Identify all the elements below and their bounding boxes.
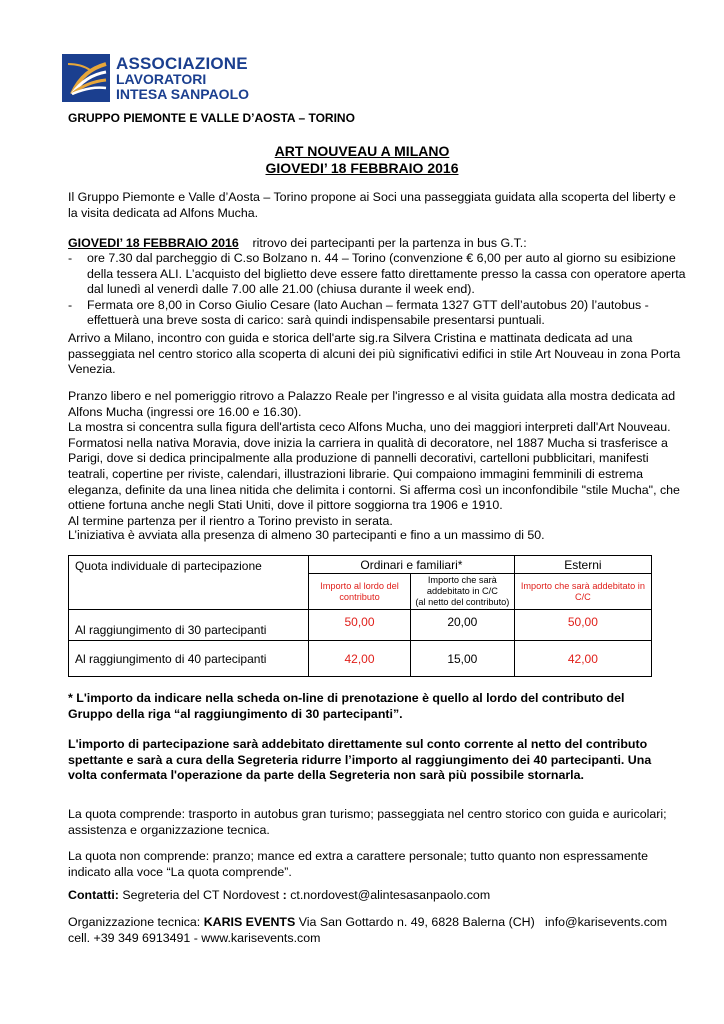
meeting-line (68, 236, 688, 252)
event-title: ART NOUVEAU A MILANO (274, 143, 450, 159)
row-label: Al raggiungimento di 30 partecipanti (69, 610, 309, 641)
col-ordinari: Ordinari e familiari* (309, 556, 515, 574)
contacts-label: Contatti: (68, 888, 119, 902)
row-lordo: 50,00 (309, 610, 411, 641)
organizer-label: Organizzazione tecnica: (68, 915, 204, 929)
list-item: - Fermata ore 8,00 in Corso Giulio Cesare (lato Auchan – fermata 1327 GTT dell’autobus 20) l’autobus - effettuerà una breve sosta di carico: sarà quindi indispensabile presentarsi puntuali. (68, 297, 649, 328)
intro-paragraph: Il Gruppo Piemonte e Valle d’Aosta – Torino propone ai Soci una passeggiata guidata alla scoperta del liberty e la visita dedicata ad Alfons Mucha. (68, 190, 676, 220)
sub-addebitato: Importo che sarà addebitato in C/C (al netto del contributo) (410, 574, 514, 610)
departure-list (68, 251, 688, 329)
organizer-address: Via San Gottardo n. 49, 6828 Balerna (CH) info@karisevents.com (295, 915, 668, 929)
row-esterni: 42,00 (514, 641, 651, 677)
logo-wordmark (116, 55, 249, 101)
sub-lordo: Importo al lordo del contributo (309, 574, 411, 610)
contacts-line: Contatti: Segreteria del CT Nordovest : ct.nordovest@alintesasanpaolo.com (68, 888, 491, 902)
logo-line-3: INTESA SANPAOLO (116, 85, 250, 102)
afternoon-paragraph (68, 389, 688, 529)
col-esterni: Esterni (514, 556, 651, 574)
event-date-title: GIOVEDI’ 18 FEBBRAIO 2016 (265, 160, 459, 176)
included-text: La quota comprende: trasporto in autobus gran turismo; passeggiata nel centro storico con guida e auricolari; assistenza e organizzazione tecnica. (68, 807, 667, 837)
return-text: Al termine partenza per il rientro a Torino previsto in serata. (68, 513, 393, 528)
organizer-phone-web: cell. +39 349 6913491 - www.karisevents.com (68, 930, 321, 945)
row-esterni: 50,00 (514, 610, 651, 641)
organizer-block (68, 915, 668, 946)
lunch-text: Pranzo libero e nel pomeriggio ritrovo a Palazzo Reale per l'ingresso e al visita guidata alla mostra dedicata ad Alfons Mucha (ingressi ore 16.00 e 16.30). (68, 389, 676, 419)
row-label: Al raggiungimento di 40 partecipanti (69, 641, 309, 677)
arrival-paragraph: Arrivo a Milano, incontro con guida e storica dell'arte sig.ra Silvera Cristina e mattinata dedicata ad una passeggiata nel centro storico alla scoperta di alcuni dei più significativi edifici in stile Art Nouveau in zona Porta Venezia. (68, 331, 681, 377)
table-row (69, 610, 652, 641)
price-table (68, 555, 652, 677)
not-included-text: La quota non comprende: pranzo; mance ed extra a carattere personale; tutto quanto non espressamente indicato alla voce “La quota comprende”. (68, 849, 648, 879)
participants-paragraph: L’iniziativa è avviata alla presenza di almeno 30 partecipanti e fino a un massimo di 50. (68, 528, 545, 542)
list-item: - ore 7.30 dal parcheggio di C.so Bolzano n. 44 – Torino (convenzione € 6,00 per auto al giorno su esibizione della tessera ALI. L’acquisto del biglietto deve essere fatto direttamente presso la cassa con operatore aperta dal lunedì al venerdì dalle 7.00 alle 21.00 (chiusa durante il week end). (68, 251, 686, 297)
logo-line-2: LAVORATORI (116, 71, 207, 87)
note-debit: L'importo di partecipazione sarà addebitato direttamente sul conto corrente al netto del contributo spettante e sarà a cura della Segreteria ridurre l’importo al raggiungimento dei 40 partecipanti. Una volta confermata l'operazione da parte della Segreteria non sarà più possibile stornarla. (68, 737, 652, 783)
organizer-name: KARIS EVENTS (203, 915, 296, 929)
sub-esterni: Importo che sarà addebitato in C/C (514, 574, 651, 610)
group-name: GRUPPO PIEMONTE E VALLE D’AOSTA – TORINO (68, 111, 355, 125)
row-netto: 15,00 (410, 641, 514, 677)
logo-line-1: ASSOCIAZIONE (116, 54, 248, 73)
logo-emblem-icon (62, 54, 110, 102)
table-header-row (69, 556, 652, 574)
exhibition-text: La mostra si concentra sulla figura dell'artista ceco Alfons Mucha, uno dei maggiori interpreti dall'Art Nouveau. Formatosi nella nativa Moravia, dove inizia la carriera in qualità di decoratore, nel 1887 Mucha si trasferisce a Parigi, dove si dedica principalmente alla produzione di pannelli decorativi, cartelloni pubblicitari, manifesti teatrali, copertine per riviste, calendari, illustrazioni librarie. Qui compaiono immagini femminili di estrema eleganza, definite da una linea nitida che delimita i contorni. Si afferma così un inconfondibile "stile Mucha", che ottiene fortuna anche negli Stati Uniti, dove il pittore soggiorna tra 1906 e 1910. (68, 420, 680, 513)
row-netto: 20,00 (410, 610, 514, 641)
table-header-label: Quota individuale di partecipazione (69, 556, 309, 610)
table-row (69, 641, 652, 677)
row-lordo: 42,00 (309, 641, 411, 677)
note-booking: * L'importo da indicare nella scheda on-line di prenotazione è quello al lordo del contributo del Gruppo della riga “al raggiungimento di 30 partecipanti”. (68, 691, 625, 721)
contact-email[interactable]: ct.nordovest@alintesasanpaolo.com (286, 888, 491, 902)
meeting-text: ritrovo dei partecipanti per la partenza in bus G.T.: (238, 236, 527, 250)
association-logo (62, 54, 272, 102)
meeting-date: GIOVEDI’ 18 FEBBRAIO 2016 (68, 236, 239, 250)
